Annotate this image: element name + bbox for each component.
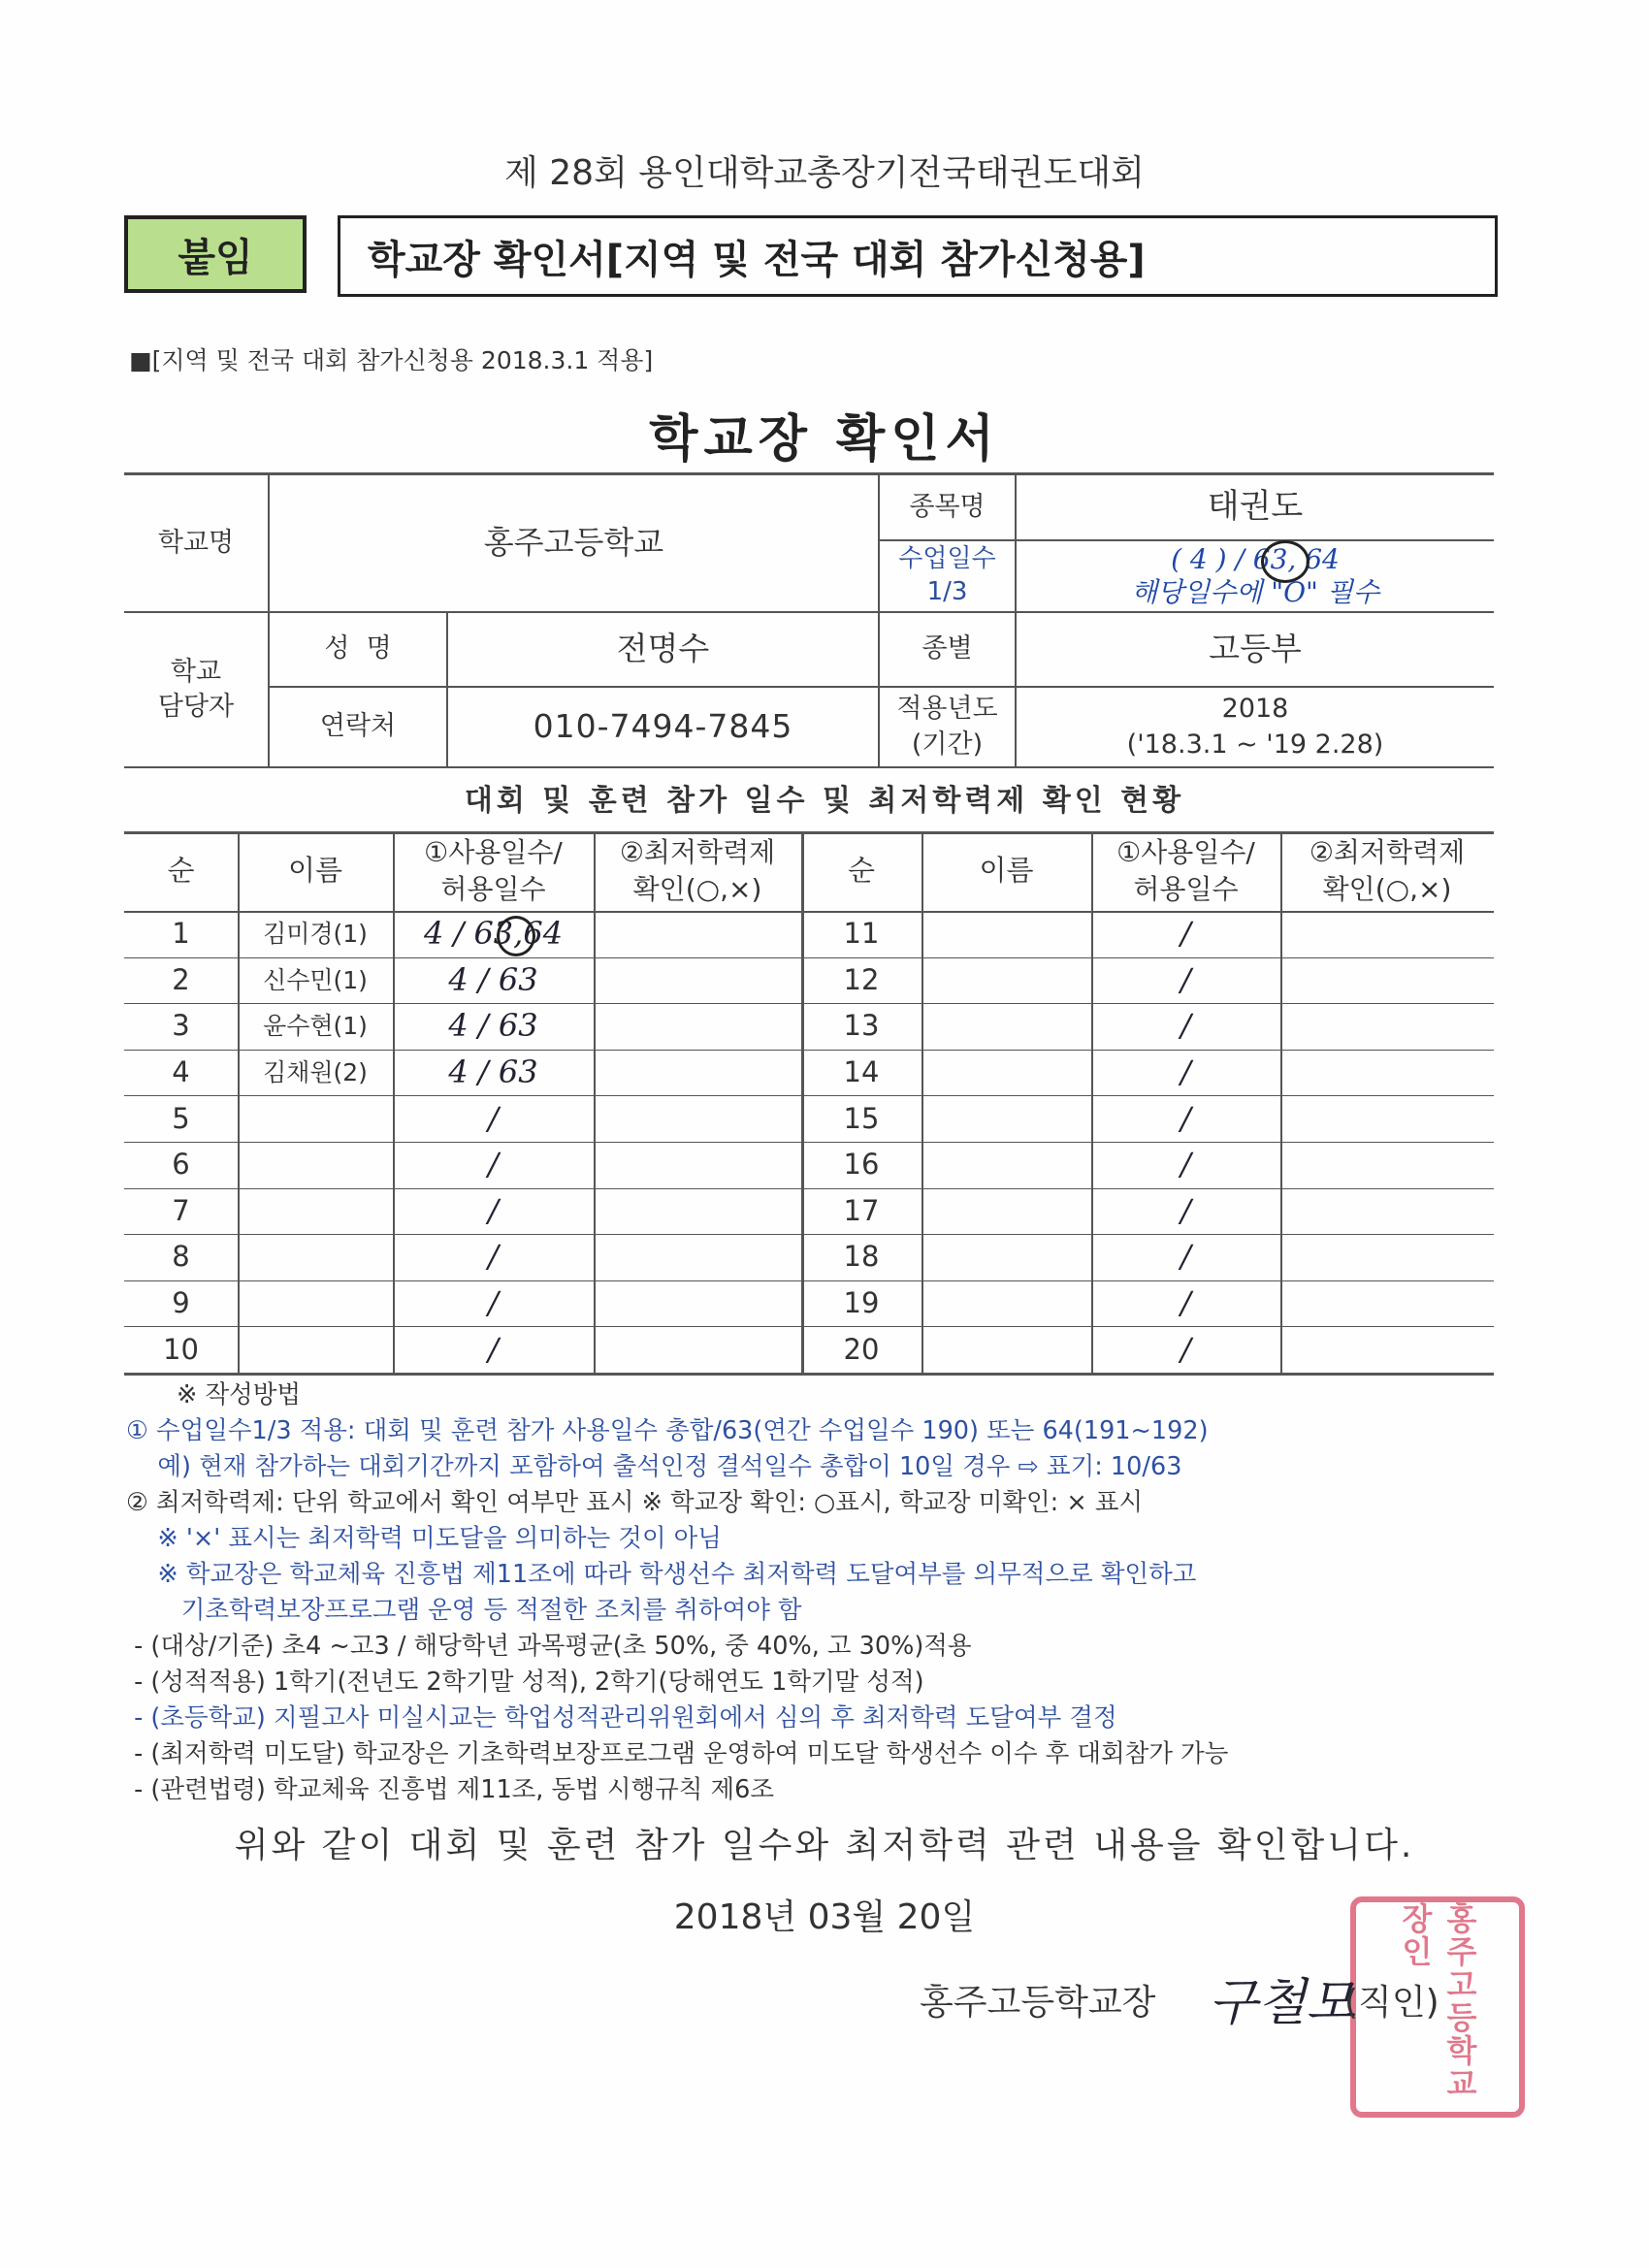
row-no: 16 <box>843 1148 880 1182</box>
row-days: / <box>1180 960 1191 998</box>
row-no: 17 <box>843 1193 880 1227</box>
row-name <box>922 911 1091 957</box>
header-no: 순 <box>167 854 195 888</box>
contact-group-label <box>124 613 268 766</box>
row-min-check <box>1280 1234 1494 1280</box>
row-min-check <box>594 1142 801 1188</box>
row-no: 18 <box>843 1240 880 1274</box>
row-days: 4 / 63 <box>448 1053 538 1090</box>
row-name <box>238 1095 393 1142</box>
instructions-heading: ※ 작성방법 <box>177 1380 302 1409</box>
row-no: 9 <box>172 1286 190 1320</box>
confirmation-statement: 위와 같이 대회 및 훈련 참가 일수와 최저학력 관련 내용을 확인합니다. <box>234 1826 1415 1865</box>
name-label: 성 명 <box>324 633 392 664</box>
row-no: 2 <box>172 962 190 996</box>
row-no: 5 <box>172 1101 190 1135</box>
selected-days-circle-row1 <box>497 916 535 956</box>
header-days-line2: 허용일수 <box>440 873 546 905</box>
instruction-line: ② 최저학력제: 단위 학교에서 확인 여부만 표시 ※ 학교장 확인: ○표시, 학교장 미확인: × 표시 <box>126 1488 1144 1517</box>
header-days-line1: ①사용일수/ <box>1116 836 1255 869</box>
row-no: 6 <box>172 1148 190 1182</box>
row-days: / <box>488 1330 499 1368</box>
instruction-line: ※ '×' 표시는 최저학력 미도달을 의미하는 것이 아님 <box>126 1524 722 1553</box>
row-name: 김채원(2) <box>263 1057 368 1086</box>
instruction-line: 기초학력보장프로그램 운영 등 적절한 조치를 취하여야 함 <box>126 1596 802 1625</box>
row-min-check <box>594 1188 801 1235</box>
row-days: / <box>1180 1146 1191 1183</box>
row-no: 19 <box>843 1286 880 1320</box>
row-min-check <box>594 1234 801 1280</box>
row-min-check <box>1280 911 1494 957</box>
selected-days-circle <box>1261 540 1310 583</box>
notice-line: ■[지역 및 전국 대회 참가신청용 2018.3.1 적용] <box>129 346 654 374</box>
row-days: / <box>488 1238 499 1276</box>
row-no: 4 <box>172 1055 190 1089</box>
header-min-academic <box>1280 831 1494 911</box>
row-min-check <box>1280 1280 1494 1327</box>
handwritten-signature: 구철모 <box>1209 1974 1355 2032</box>
instructions-lines <box>126 1413 1523 1808</box>
school-label: 학교명 <box>157 527 235 558</box>
attachment-label: 붙임 <box>124 215 307 293</box>
instruction-line: 예) 현재 참가하는 대회기간까지 포함하여 출석인정 결석일수 총합이 10일 경우 ⇨ 표기: 10/63 <box>126 1452 1182 1481</box>
row-days: / <box>488 1146 499 1183</box>
header-min-line2: 확인(○,×) <box>632 873 762 905</box>
main-title: 학교장 확인서 <box>649 410 1000 469</box>
row-name <box>922 1326 1091 1373</box>
division-value: 고등부 <box>1209 630 1302 668</box>
row-name <box>922 1188 1091 1235</box>
header-name: 이름 <box>979 854 1034 888</box>
instruction-line: - (관련법령) 학교체육 진흥법 제11조, 동법 시행규칙 제6조 <box>126 1775 775 1804</box>
participation-title: 대회 및 훈련 참가 일수 및 최저학력제 확인 현황 <box>464 784 1185 818</box>
year-value-line2: ('18.3.1 ~ '19 2.28) <box>1126 729 1384 760</box>
row-days: / <box>1180 1284 1191 1321</box>
header-days <box>393 831 594 911</box>
header-days <box>1091 831 1280 911</box>
header-days-line2: 허용일수 <box>1133 873 1239 905</box>
instruction-line: - (최저학력 미도달) 학교장은 기초학력보장프로그램 운영하여 미도달 학생선수 이수 후 대회참가 가능 <box>126 1739 1229 1768</box>
contact-group-label-line1: 학교 <box>170 656 222 687</box>
row-name <box>922 1003 1091 1050</box>
row-min-check <box>1280 1326 1494 1373</box>
event-title: 제 28회 용인대학교총장기전국태권도대회 <box>504 153 1145 193</box>
row-days: / <box>1180 1191 1191 1229</box>
document-date: 2018년 03월 20일 <box>673 1897 976 1937</box>
row-min-check <box>1280 1050 1494 1096</box>
row-no: 8 <box>172 1240 190 1274</box>
table-rule <box>124 1373 1494 1376</box>
row-no: 1 <box>172 917 190 951</box>
row-no: 20 <box>843 1332 880 1366</box>
row-no: 7 <box>172 1193 190 1227</box>
header-min-academic <box>594 831 801 911</box>
row-no: 3 <box>172 1009 190 1043</box>
row-min-check <box>1280 1095 1494 1142</box>
year-label <box>880 688 1015 766</box>
row-days: / <box>1180 1053 1191 1090</box>
row-no: 11 <box>843 917 880 951</box>
phone-value: 010-7494-7845 <box>533 707 793 746</box>
writing-instructions <box>126 1377 1523 1808</box>
row-min-check <box>594 1050 801 1096</box>
header-min-line1: ②최저학력제 <box>1309 836 1466 869</box>
row-name <box>922 1142 1091 1188</box>
row-days: / <box>1180 1238 1191 1276</box>
row-days: / <box>1180 1330 1191 1368</box>
division-label: 종별 <box>922 633 973 664</box>
row-min-check <box>1280 957 1494 1004</box>
year-label-line1: 적용년도 <box>896 694 998 725</box>
row-min-check <box>1280 1188 1494 1235</box>
row-no: 14 <box>843 1055 880 1089</box>
row-name <box>922 1095 1091 1142</box>
instruction-line: - (초등학교) 지필고사 미실시교는 학업성적관리위원회에서 심의 후 최저학력 도달여부 결정 <box>126 1703 1117 1733</box>
header-days-line1: ①사용일수/ <box>424 836 563 869</box>
row-days: 4 / 63 <box>448 1007 538 1045</box>
row-name: 윤수현(1) <box>263 1012 368 1041</box>
row-min-check <box>594 1095 801 1142</box>
row-min-check <box>594 911 801 957</box>
sport-label: 종목명 <box>909 491 986 522</box>
row-name <box>922 957 1091 1004</box>
form-heading: 학교장 확인서[지역 및 전국 대회 참가신청용] <box>338 215 1498 297</box>
row-no: 12 <box>843 962 880 996</box>
row-no: 10 <box>163 1332 199 1366</box>
row-days: 4 / 63 <box>448 960 538 998</box>
seal-text: 홍주고등학교장인 <box>1397 1902 1478 2100</box>
phone-label: 연락처 <box>319 711 397 742</box>
row-no: 15 <box>843 1101 880 1135</box>
school-value: 홍주고등학교 <box>483 524 664 562</box>
row-days: / <box>488 1284 499 1321</box>
row-min-check <box>1280 1003 1494 1050</box>
days-value-line1: ( 4 ) / 63, 64 <box>1171 543 1340 576</box>
days-value-line2: 해당일수에 "O" 필수 <box>1131 576 1379 608</box>
row-name <box>238 1188 393 1235</box>
days-value <box>1017 541 1494 611</box>
row-name <box>922 1234 1091 1280</box>
instruction-line: ① 수업일수1/3 적용: 대회 및 훈련 참가 사용일수 총합/63(연간 수업일수 190) 또는 64(191~192) <box>126 1416 1209 1445</box>
row-days: / <box>1180 1007 1191 1045</box>
row-name <box>922 1280 1091 1327</box>
row-name <box>238 1280 393 1327</box>
row-name <box>238 1234 393 1280</box>
row-min-check <box>1280 1142 1494 1188</box>
year-value <box>1017 688 1494 766</box>
instruction-line: - (성적적용) 1학기(전년도 2학기말 성적), 2학기(당해연도 1학기말 성적) <box>126 1668 924 1697</box>
row-days: / <box>488 1191 499 1229</box>
row-days: 4 / 63,64 <box>423 915 564 953</box>
row-min-check <box>594 1003 801 1050</box>
row-name: 김미경(1) <box>263 919 368 948</box>
contact-group-label-line2: 담당자 <box>157 692 235 722</box>
days-label-line1: 수업일수 <box>898 544 996 574</box>
sport-value: 태권도 <box>1207 487 1304 527</box>
year-label-line2: (기간) <box>911 729 984 760</box>
instruction-line: - (대상/기준) 초4 ~고3 / 해당학년 과목평균(초 50%, 중 40%, 고 30%)적용 <box>126 1632 972 1661</box>
stamp-label: (직인) <box>1344 1983 1439 2023</box>
row-days: / <box>488 1099 499 1137</box>
row-no: 13 <box>843 1009 880 1043</box>
header-min-line2: 확인(○,×) <box>1322 873 1452 905</box>
header-name: 이름 <box>287 854 343 888</box>
row-name: 신수민(1) <box>263 965 368 994</box>
row-name <box>238 1326 393 1373</box>
row-min-check <box>594 1280 801 1327</box>
days-label-line2: 1/3 <box>926 577 968 606</box>
row-min-check <box>594 957 801 1004</box>
instruction-line: ※ 학교장은 학교체육 진흥법 제11조에 따라 학생선수 최저학력 도달여부를 의무적으로 확인하고 <box>126 1560 1197 1589</box>
year-value-line1: 2018 <box>1221 694 1289 725</box>
name-value: 전명수 <box>616 630 710 668</box>
row-name <box>922 1050 1091 1096</box>
header-min-line1: ②최저학력제 <box>619 836 776 869</box>
row-min-check <box>594 1326 801 1373</box>
header-no: 순 <box>847 854 875 888</box>
row-name <box>238 1142 393 1188</box>
row-days: / <box>1180 1099 1191 1137</box>
days-label <box>880 541 1015 611</box>
row-days: / <box>1180 915 1191 953</box>
signer-title: 홍주고등학교장 <box>920 1983 1156 2023</box>
